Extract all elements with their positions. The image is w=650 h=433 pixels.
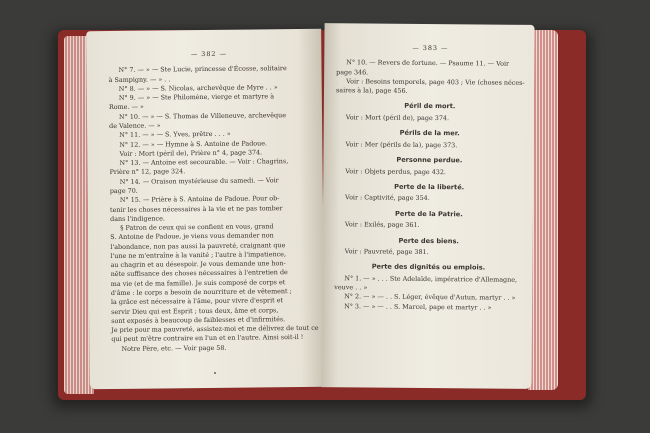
text-line: sont exposés à beaucoup de faiblesses et d'infirmités. [111, 315, 286, 325]
text-line: Rome. — » [108, 103, 144, 112]
text-line: la grâce est nécessaire à l'âme, pour vivre d'esprit et [110, 296, 284, 307]
text-line: nête suffisance des choses nécessaires à l'entretien de [110, 268, 288, 279]
text-line: Voir : Mer (périls de la), page 373. [345, 140, 458, 150]
text-line: Voir : Mort (péril de), page 374. [345, 113, 450, 123]
left-page [86, 29, 325, 389]
text-line: tenir les choses nécessaires à la vie et ne pas tomber [109, 203, 283, 214]
section-heading: Perte de la liberté. [394, 182, 465, 192]
text-line: N° 10. — Revers de fortune. — Psaume 11. — Voir [346, 58, 510, 68]
right-page-sections [334, 102, 524, 313]
text-line: N° 10. — » — S. Thomas de Villeneuve, archevêque [118, 110, 286, 121]
right-page-number: — 383 — [412, 43, 449, 53]
left-page-number: — 382 — [190, 49, 227, 59]
text-line: Notre Père, etc. — Voir page 58. [121, 343, 227, 353]
text-line: l'abondance, non pas aussi la pauvreté, craignant que [110, 240, 286, 251]
text-line: N° 3. — » — . . S. Marcel, pape et martyr . . » [344, 302, 492, 312]
text-line: à Sampigny. — » . . [108, 74, 171, 84]
ink-dot [214, 372, 216, 374]
text-line: § Patron de ceux qui se confient en vous, grand [120, 222, 274, 232]
text-line: servir Dieu qui est Esprit ; tous deux, âme et corps, [111, 305, 279, 316]
text-line: N° 8. — » — S. Nicolas, archevêque de Myre . . » [118, 83, 278, 93]
text-line: Voir : Mort (péril de), Prière n° 4, page 374. [119, 148, 263, 158]
text-line: veuve . . » [334, 283, 368, 292]
left-page-text [108, 64, 319, 354]
text-line: Je prie pour ma pauvreté, assistez-moi et me délivrez de tout ce [111, 323, 319, 335]
text-line: page 70. [109, 186, 138, 195]
text-line: qui peut m'être contraire en l'un et en l'autre. Ainsi soit-il ! [111, 333, 304, 344]
text-line: saires à la), page 456. [335, 86, 408, 95]
right-page [321, 23, 534, 389]
section-heading: Péril de mort. [404, 102, 456, 111]
text-line: Voir : Besoins temporels, page 403 ; Vie (choses néces- [346, 77, 525, 87]
text-line: N° 2. — » — . . S. Léger, évêque d'Autun, martyr . . » [344, 292, 516, 303]
text-line: N° 13. — Antoine est secourable. — Voir : Chagrins, [119, 157, 289, 167]
text-line: N° 14. — Oraison mystérieuse du samedi. — Voir [119, 175, 279, 186]
text-line: S. Antoine de Padoue, je viens vous demander non [110, 231, 274, 242]
text-line: N° 12. — » — Hymne à S. Antoine de Padoue. [119, 138, 268, 149]
text-line: N° 9. — » — Ste Philomène, vierge et martyre à [118, 92, 275, 103]
text-line: page 346. [336, 67, 369, 77]
text-line: de Valence. — » [109, 121, 161, 130]
text-line: Voir : Captivité, page 354. [345, 193, 430, 203]
text-line: Voir : Exilés, page 361. [344, 220, 420, 230]
text-line: N° 1. — » . . . Ste Adelaïde, impératrice d'Allemagne, [344, 274, 518, 284]
section-heading: Perte des biens. [398, 236, 459, 245]
right-page-intro [336, 58, 524, 97]
section-heading: Perte des dignités ou emplois. [371, 262, 486, 272]
text-line: N° 7. — » — Ste Lucie, princesse d'Écosse, solitaire [118, 64, 287, 75]
text-line: ma vie (et de ma famille). Je suis composé de corps et [110, 277, 286, 288]
text-line: Voir : Objets perdus, page 432. [345, 166, 447, 176]
text-line: Prière n° 12, page 324. [109, 167, 186, 177]
text-line: N° 11. — » — S. Yves, prêtre . . . » [119, 129, 231, 140]
section-heading: Périls de la mer. [399, 128, 460, 138]
text-line: l'une ne m'entraîne à la vanité ; l'autre à l'impatience, [110, 250, 287, 260]
text-line: Voir : Pauvreté, page 381. [344, 247, 429, 257]
section-heading: Perte de la Patrie. [395, 209, 463, 219]
text-line: N° 15. — Prière à S. Antoine de Padoue. Pour ob- [119, 194, 280, 205]
text-line: d'âme : le corps a besoin de nourriture et de vêtement ; [110, 287, 292, 298]
text-line: au chagrin et au désespoir. Je vous demande une hon- [110, 259, 286, 270]
text-line: dans l'indigence. [110, 214, 165, 223]
section-heading: Personne perdue. [396, 155, 463, 165]
